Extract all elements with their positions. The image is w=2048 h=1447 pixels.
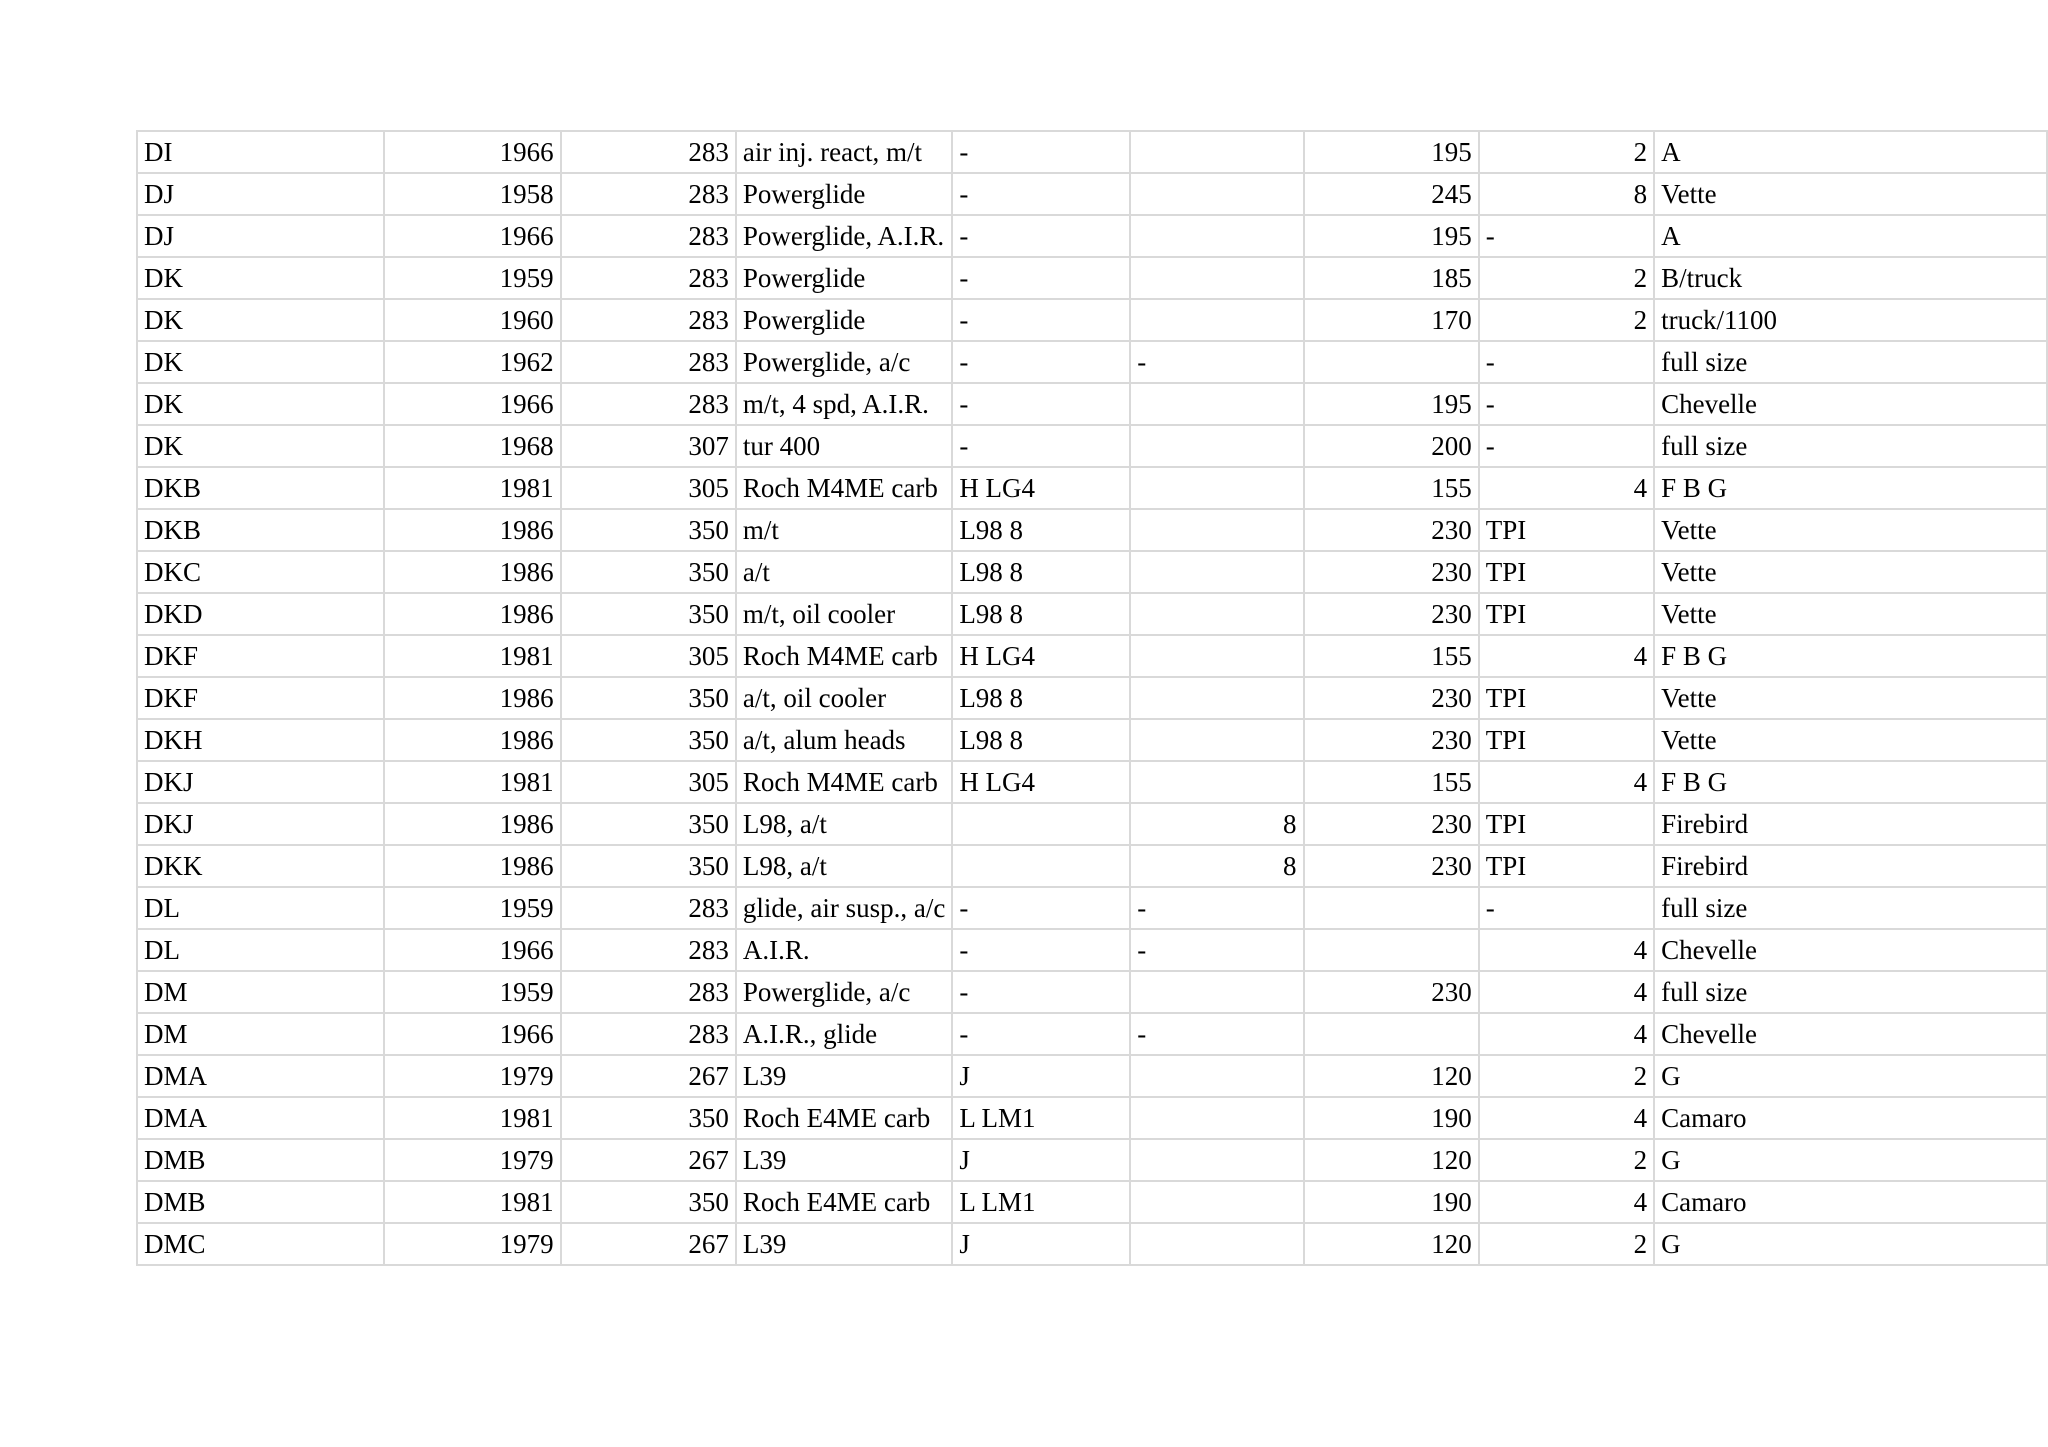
cell-engine[interactable]: - — [952, 215, 1130, 257]
cell-year[interactable]: 1979 — [384, 1139, 560, 1181]
table-row — [137, 1181, 2047, 1223]
cell-code[interactable]: DMC — [137, 1223, 384, 1265]
cell-engine[interactable] — [952, 845, 1130, 887]
cell-col-h[interactable]: 4 — [1479, 1097, 1654, 1139]
cell-hp[interactable]: 230 — [1304, 509, 1479, 551]
cell-description[interactable]: A.I.R., glide — [736, 1013, 952, 1055]
cell-year[interactable]: 1986 — [384, 719, 560, 761]
cell-col-f[interactable] — [1130, 383, 1303, 425]
cell-code[interactable]: DK — [137, 425, 384, 467]
cell-cid[interactable]: 283 — [561, 257, 736, 299]
table-row — [137, 299, 2047, 341]
cell-year[interactable]: 1979 — [384, 1055, 560, 1097]
cell-cid[interactable]: 283 — [561, 971, 736, 1013]
cell-col-h[interactable]: 4 — [1479, 761, 1654, 803]
cell-cid[interactable]: 305 — [561, 635, 736, 677]
cell-application[interactable]: Vette — [1654, 719, 2047, 761]
cell-col-h[interactable]: - — [1479, 341, 1654, 383]
cell-engine[interactable]: L LM1 — [952, 1181, 1130, 1223]
cell-description[interactable]: tur 400 — [736, 425, 952, 467]
cell-col-f[interactable] — [1130, 467, 1303, 509]
cell-year[interactable]: 1960 — [384, 299, 560, 341]
cell-col-h[interactable]: - — [1479, 383, 1654, 425]
cell-description[interactable]: Powerglide, A.I.R. — [736, 215, 952, 257]
cell-cid[interactable]: 350 — [561, 719, 736, 761]
cell-engine[interactable] — [952, 803, 1130, 845]
cell-code[interactable]: DL — [137, 929, 384, 971]
cell-description[interactable]: m/t — [736, 509, 952, 551]
cell-hp[interactable] — [1304, 887, 1479, 929]
cell-application[interactable]: Camaro — [1654, 1097, 2047, 1139]
table-row — [137, 635, 2047, 677]
cell-description[interactable]: m/t, oil cooler — [736, 593, 952, 635]
cell-hp[interactable]: 120 — [1304, 1223, 1479, 1265]
cell-col-f[interactable] — [1130, 1223, 1303, 1265]
cell-hp[interactable]: 155 — [1304, 467, 1479, 509]
cell-application[interactable]: Camaro — [1654, 1181, 2047, 1223]
cell-code[interactable]: DKB — [137, 467, 384, 509]
cell-application[interactable]: Chevelle — [1654, 1013, 2047, 1055]
cell-col-h[interactable]: TPI — [1479, 677, 1654, 719]
table-row — [137, 1013, 2047, 1055]
cell-application[interactable]: B/truck — [1654, 257, 2047, 299]
cell-col-h[interactable]: - — [1479, 215, 1654, 257]
cell-cid[interactable]: 350 — [561, 677, 736, 719]
cell-hp[interactable] — [1304, 341, 1479, 383]
cell-description[interactable]: Powerglide, a/c — [736, 341, 952, 383]
cell-engine[interactable]: - — [952, 383, 1130, 425]
cell-code[interactable]: DKF — [137, 677, 384, 719]
cell-application[interactable]: A — [1654, 215, 2047, 257]
cell-col-f[interactable] — [1130, 257, 1303, 299]
cell-col-f[interactable] — [1130, 551, 1303, 593]
cell-hp[interactable]: 120 — [1304, 1055, 1479, 1097]
cell-year[interactable]: 1959 — [384, 257, 560, 299]
cell-code[interactable]: DMB — [137, 1139, 384, 1181]
cell-application[interactable]: A — [1654, 131, 2047, 173]
cell-engine[interactable]: H LG4 — [952, 467, 1130, 509]
cell-description[interactable]: glide, air susp., a/c — [736, 887, 952, 929]
cell-application[interactable]: F B G — [1654, 467, 2047, 509]
cell-cid[interactable]: 350 — [561, 551, 736, 593]
cell-col-h[interactable]: TPI — [1479, 551, 1654, 593]
cell-col-h[interactable]: TPI — [1479, 593, 1654, 635]
cell-year[interactable]: 1981 — [384, 1181, 560, 1223]
cell-application[interactable]: full size — [1654, 425, 2047, 467]
cell-description[interactable]: Roch M4ME carb — [736, 635, 952, 677]
cell-year[interactable]: 1966 — [384, 215, 560, 257]
cell-hp[interactable]: 195 — [1304, 215, 1479, 257]
cell-code[interactable]: DKF — [137, 635, 384, 677]
cell-year[interactable]: 1986 — [384, 845, 560, 887]
cell-year[interactable]: 1986 — [384, 803, 560, 845]
cell-hp[interactable]: 195 — [1304, 131, 1479, 173]
cell-cid[interactable]: 350 — [561, 1181, 736, 1223]
cell-description[interactable]: L98, a/t — [736, 803, 952, 845]
cell-application[interactable]: G — [1654, 1139, 2047, 1181]
cell-code[interactable]: DL — [137, 887, 384, 929]
table-row — [137, 845, 2047, 887]
cell-col-h[interactable]: 4 — [1479, 1181, 1654, 1223]
cell-col-f[interactable]: - — [1130, 887, 1303, 929]
cell-hp[interactable]: 185 — [1304, 257, 1479, 299]
cell-code[interactable]: DJ — [137, 215, 384, 257]
cell-year[interactable]: 1979 — [384, 1223, 560, 1265]
cell-col-h[interactable]: - — [1479, 425, 1654, 467]
cell-col-f[interactable] — [1130, 1097, 1303, 1139]
cell-col-h[interactable]: 2 — [1479, 1055, 1654, 1097]
cell-description[interactable]: air inj. react, m/t — [736, 131, 952, 173]
cell-col-h[interactable]: 2 — [1479, 299, 1654, 341]
cell-description[interactable]: a/t — [736, 551, 952, 593]
cell-application[interactable]: full size — [1654, 887, 2047, 929]
cell-cid[interactable]: 267 — [561, 1055, 736, 1097]
cell-application[interactable]: truck/1100 — [1654, 299, 2047, 341]
cell-cid[interactable]: 350 — [561, 1097, 736, 1139]
cell-application[interactable]: G — [1654, 1223, 2047, 1265]
cell-cid[interactable]: 283 — [561, 299, 736, 341]
cell-engine[interactable]: - — [952, 929, 1130, 971]
table-row — [137, 677, 2047, 719]
cell-col-f[interactable] — [1130, 509, 1303, 551]
cell-col-h[interactable]: TPI — [1479, 803, 1654, 845]
cell-year[interactable]: 1981 — [384, 635, 560, 677]
cell-engine[interactable]: - — [952, 1013, 1130, 1055]
cell-engine[interactable]: - — [952, 299, 1130, 341]
cell-code[interactable]: DI — [137, 131, 384, 173]
cell-description[interactable]: L39 — [736, 1223, 952, 1265]
table-row — [137, 257, 2047, 299]
cell-col-f[interactable] — [1130, 635, 1303, 677]
cell-cid[interactable]: 283 — [561, 929, 736, 971]
table-row — [137, 803, 2047, 845]
cell-code[interactable]: DK — [137, 257, 384, 299]
cell-hp[interactable] — [1304, 1013, 1479, 1055]
table-row — [137, 425, 2047, 467]
table-row — [137, 929, 2047, 971]
cell-application[interactable]: G — [1654, 1055, 2047, 1097]
cell-application[interactable]: Firebird — [1654, 803, 2047, 845]
cell-engine[interactable]: L98 8 — [952, 719, 1130, 761]
cell-application[interactable]: Vette — [1654, 173, 2047, 215]
cell-hp[interactable]: 230 — [1304, 971, 1479, 1013]
cell-hp[interactable]: 190 — [1304, 1181, 1479, 1223]
cell-col-f[interactable] — [1130, 1055, 1303, 1097]
cell-application[interactable]: F B G — [1654, 635, 2047, 677]
cell-col-h[interactable]: 8 — [1479, 173, 1654, 215]
cell-description[interactable]: L39 — [736, 1055, 952, 1097]
cell-code[interactable]: DKK — [137, 845, 384, 887]
cell-description[interactable]: a/t, oil cooler — [736, 677, 952, 719]
cell-engine[interactable]: J — [952, 1055, 1130, 1097]
cell-cid[interactable]: 283 — [561, 1013, 736, 1055]
cell-year[interactable]: 1981 — [384, 467, 560, 509]
cell-year[interactable]: 1981 — [384, 761, 560, 803]
cell-description[interactable]: L39 — [736, 1139, 952, 1181]
cell-engine[interactable]: L98 8 — [952, 593, 1130, 635]
cell-code[interactable]: DMB — [137, 1181, 384, 1223]
cell-engine[interactable]: H LG4 — [952, 635, 1130, 677]
spreadsheet-table — [136, 130, 2048, 1266]
cell-code[interactable]: DKH — [137, 719, 384, 761]
cell-hp[interactable]: 230 — [1304, 677, 1479, 719]
cell-cid[interactable]: 283 — [561, 341, 736, 383]
cell-col-f[interactable]: - — [1130, 929, 1303, 971]
cell-hp[interactable]: 230 — [1304, 803, 1479, 845]
cell-description[interactable]: Powerglide — [736, 299, 952, 341]
cell-code[interactable]: DMA — [137, 1097, 384, 1139]
cell-hp[interactable]: 155 — [1304, 761, 1479, 803]
cell-col-h[interactable]: 4 — [1479, 1013, 1654, 1055]
cell-col-f[interactable] — [1130, 1139, 1303, 1181]
cell-engine[interactable]: - — [952, 887, 1130, 929]
cell-application[interactable]: Vette — [1654, 677, 2047, 719]
cell-col-h[interactable]: 4 — [1479, 971, 1654, 1013]
cell-description[interactable]: L98, a/t — [736, 845, 952, 887]
cell-cid[interactable]: 283 — [561, 887, 736, 929]
cell-description[interactable]: Powerglide — [736, 257, 952, 299]
cell-year[interactable]: 1962 — [384, 341, 560, 383]
cell-cid[interactable]: 283 — [561, 173, 736, 215]
cell-col-f[interactable]: - — [1130, 341, 1303, 383]
cell-col-h[interactable]: TPI — [1479, 719, 1654, 761]
cell-engine[interactable]: - — [952, 257, 1130, 299]
cell-col-h[interactable]: 2 — [1479, 1139, 1654, 1181]
cell-year[interactable]: 1966 — [384, 929, 560, 971]
cell-engine[interactable]: L LM1 — [952, 1097, 1130, 1139]
cell-code[interactable]: DK — [137, 383, 384, 425]
cell-description[interactable]: a/t, alum heads — [736, 719, 952, 761]
cell-year[interactable]: 1958 — [384, 173, 560, 215]
cell-description[interactable]: A.I.R. — [736, 929, 952, 971]
cell-code[interactable]: DKJ — [137, 803, 384, 845]
table-row — [137, 1055, 2047, 1097]
cell-engine[interactable]: H LG4 — [952, 761, 1130, 803]
table-row — [137, 341, 2047, 383]
cell-application[interactable]: Chevelle — [1654, 929, 2047, 971]
cell-hp[interactable]: 230 — [1304, 551, 1479, 593]
cell-col-f[interactable] — [1130, 299, 1303, 341]
cell-cid[interactable]: 307 — [561, 425, 736, 467]
cell-cid[interactable]: 350 — [561, 803, 736, 845]
cell-description[interactable]: Powerglide — [736, 173, 952, 215]
cell-engine[interactable]: - — [952, 341, 1130, 383]
cell-code[interactable]: DKD — [137, 593, 384, 635]
cell-year[interactable]: 1966 — [384, 1013, 560, 1055]
cell-col-h[interactable]: - — [1479, 887, 1654, 929]
cell-engine[interactable]: - — [952, 173, 1130, 215]
cell-description[interactable]: Roch M4ME carb — [736, 761, 952, 803]
cell-hp[interactable]: 200 — [1304, 425, 1479, 467]
cell-hp[interactable]: 245 — [1304, 173, 1479, 215]
cell-code[interactable]: DK — [137, 299, 384, 341]
cell-description[interactable]: Powerglide, a/c — [736, 971, 952, 1013]
cell-hp[interactable]: 155 — [1304, 635, 1479, 677]
cell-code[interactable]: DM — [137, 1013, 384, 1055]
cell-col-h[interactable]: 4 — [1479, 635, 1654, 677]
cell-col-h[interactable]: 4 — [1479, 467, 1654, 509]
cell-col-h[interactable]: 2 — [1479, 257, 1654, 299]
cell-application[interactable]: Vette — [1654, 593, 2047, 635]
cell-hp[interactable]: 230 — [1304, 719, 1479, 761]
cell-cid[interactable]: 283 — [561, 215, 736, 257]
table-row — [137, 551, 2047, 593]
cell-year[interactable]: 1986 — [384, 677, 560, 719]
table-row — [137, 593, 2047, 635]
cell-cid[interactable]: 267 — [561, 1139, 736, 1181]
cell-engine[interactable]: - — [952, 971, 1130, 1013]
cell-cid[interactable]: 305 — [561, 761, 736, 803]
cell-application[interactable]: Vette — [1654, 509, 2047, 551]
cell-col-f[interactable] — [1130, 425, 1303, 467]
cell-col-h[interactable]: TPI — [1479, 509, 1654, 551]
cell-year[interactable]: 1959 — [384, 971, 560, 1013]
cell-hp[interactable]: 230 — [1304, 593, 1479, 635]
table-row — [137, 131, 2047, 173]
cell-hp[interactable]: 170 — [1304, 299, 1479, 341]
cell-engine[interactable]: L98 8 — [952, 551, 1130, 593]
cell-code[interactable]: DM — [137, 971, 384, 1013]
table-body — [137, 131, 2047, 1265]
table-row — [137, 173, 2047, 215]
table-row — [137, 761, 2047, 803]
cell-cid[interactable]: 305 — [561, 467, 736, 509]
cell-col-f[interactable] — [1130, 1181, 1303, 1223]
table-row — [137, 719, 2047, 761]
table-row — [137, 215, 2047, 257]
table-row — [137, 1223, 2047, 1265]
cell-year[interactable]: 1968 — [384, 425, 560, 467]
cell-cid[interactable]: 267 — [561, 1223, 736, 1265]
cell-hp[interactable]: 190 — [1304, 1097, 1479, 1139]
cell-cid[interactable]: 283 — [561, 131, 736, 173]
cell-engine[interactable]: - — [952, 131, 1130, 173]
cell-code[interactable]: DJ — [137, 173, 384, 215]
cell-description[interactable]: m/t, 4 spd, A.I.R. — [736, 383, 952, 425]
cell-year[interactable]: 1986 — [384, 593, 560, 635]
cell-cid[interactable]: 283 — [561, 383, 736, 425]
cell-application[interactable]: Firebird — [1654, 845, 2047, 887]
cell-code[interactable]: DMA — [137, 1055, 384, 1097]
cell-application[interactable]: Chevelle — [1654, 383, 2047, 425]
cell-year[interactable]: 1959 — [384, 887, 560, 929]
cell-application[interactable]: F B G — [1654, 761, 2047, 803]
cell-col-f[interactable] — [1130, 131, 1303, 173]
cell-application[interactable]: full size — [1654, 341, 2047, 383]
cell-hp[interactable] — [1304, 929, 1479, 971]
table-row — [137, 467, 2047, 509]
cell-year[interactable]: 1981 — [384, 1097, 560, 1139]
table-row — [137, 1139, 2047, 1181]
cell-description[interactable]: Roch M4ME carb — [736, 467, 952, 509]
cell-col-h[interactable]: 4 — [1479, 929, 1654, 971]
table-row — [137, 971, 2047, 1013]
cell-hp[interactable]: 195 — [1304, 383, 1479, 425]
cell-col-f[interactable] — [1130, 173, 1303, 215]
cell-engine[interactable]: J — [952, 1139, 1130, 1181]
cell-col-h[interactable]: 2 — [1479, 1223, 1654, 1265]
cell-col-f[interactable] — [1130, 593, 1303, 635]
cell-col-h[interactable]: TPI — [1479, 845, 1654, 887]
cell-code[interactable]: DKB — [137, 509, 384, 551]
cell-code[interactable]: DKJ — [137, 761, 384, 803]
cell-col-f[interactable] — [1130, 971, 1303, 1013]
table-row — [137, 1097, 2047, 1139]
cell-col-h[interactable]: 2 — [1479, 131, 1654, 173]
cell-application[interactable]: Vette — [1654, 551, 2047, 593]
cell-year[interactable]: 1986 — [384, 551, 560, 593]
cell-engine[interactable]: J — [952, 1223, 1130, 1265]
table-row — [137, 887, 2047, 929]
table-row — [137, 509, 2047, 551]
cell-col-f[interactable]: 8 — [1130, 845, 1303, 887]
cell-description[interactable]: Roch E4ME carb — [736, 1097, 952, 1139]
cell-engine[interactable]: - — [952, 425, 1130, 467]
cell-hp[interactable]: 120 — [1304, 1139, 1479, 1181]
cell-cid[interactable]: 350 — [561, 845, 736, 887]
cell-col-f[interactable]: 8 — [1130, 803, 1303, 845]
cell-code[interactable]: DKC — [137, 551, 384, 593]
cell-year[interactable]: 1966 — [384, 131, 560, 173]
cell-col-f[interactable] — [1130, 719, 1303, 761]
cell-engine[interactable]: L98 8 — [952, 677, 1130, 719]
cell-code[interactable]: DK — [137, 341, 384, 383]
cell-year[interactable]: 1986 — [384, 509, 560, 551]
cell-col-f[interactable] — [1130, 677, 1303, 719]
cell-col-f[interactable] — [1130, 215, 1303, 257]
cell-year[interactable]: 1966 — [384, 383, 560, 425]
cell-cid[interactable]: 350 — [561, 509, 736, 551]
cell-hp[interactable]: 230 — [1304, 845, 1479, 887]
cell-application[interactable]: full size — [1654, 971, 2047, 1013]
cell-col-f[interactable]: - — [1130, 1013, 1303, 1055]
table-row — [137, 383, 2047, 425]
cell-description[interactable]: Roch E4ME carb — [736, 1181, 952, 1223]
cell-col-f[interactable] — [1130, 761, 1303, 803]
cell-cid[interactable]: 350 — [561, 593, 736, 635]
cell-engine[interactable]: L98 8 — [952, 509, 1130, 551]
